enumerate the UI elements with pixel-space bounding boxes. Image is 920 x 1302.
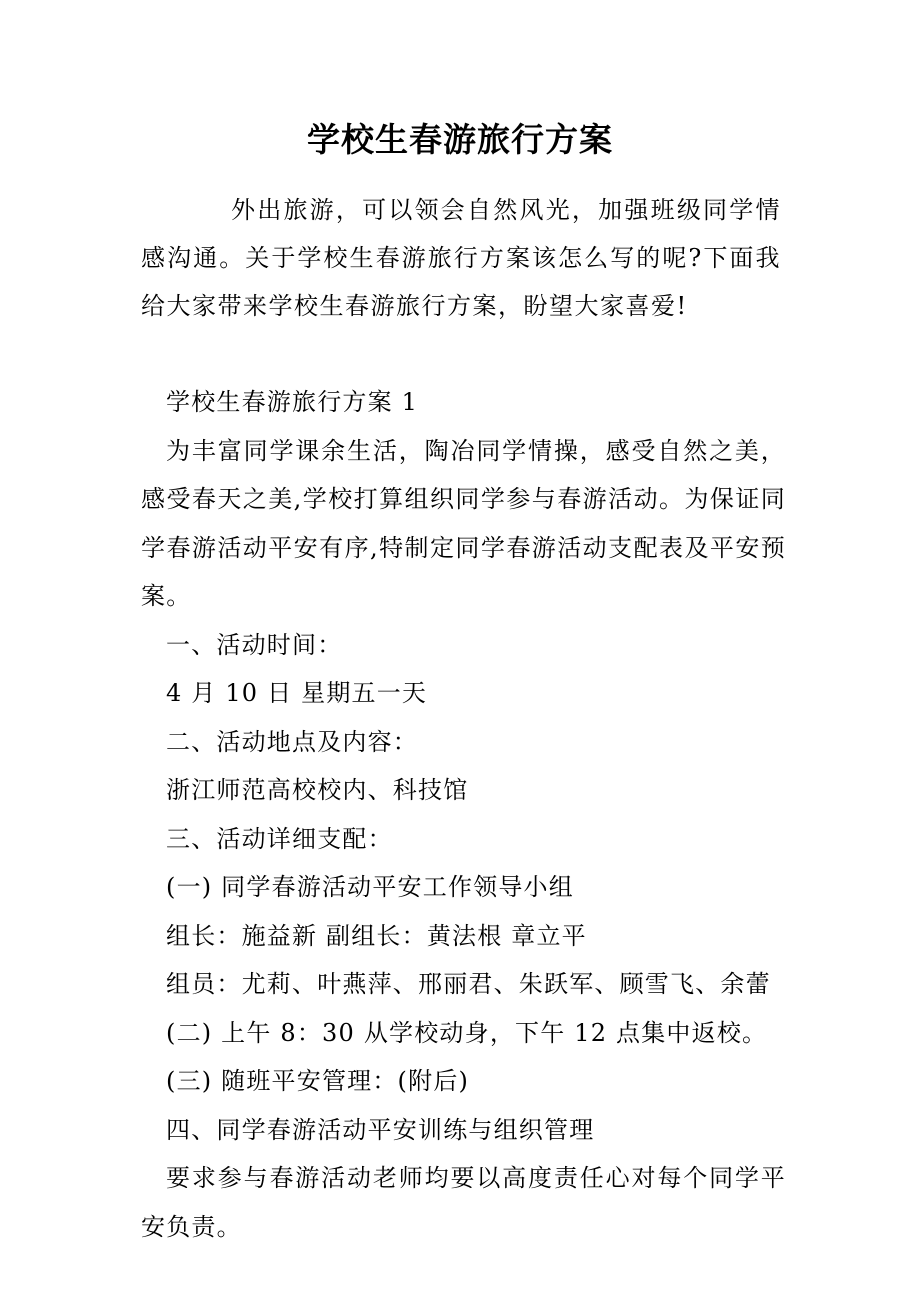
item-2-value: 浙江师范高校校内、科技馆 [166,776,469,804]
intro-paragraph: 外出旅游，可以领会自然风光，加强班级同学情感沟通。关于学校生春游旅行方案该怎么写的呢?下面我给大家带来学校生春游旅行方案，盼望大家喜爱! [141,196,781,320]
sub-item-1: (一) 同学春游活动平安工作领导小组 [166,873,574,901]
members-line: 组员：尤莉、叶燕萍、邢丽君、朱跃军、顾雪飞、余蕾 [166,970,771,998]
sub-item-3: (三) 随班平安管理：(附后) [166,1067,470,1095]
item-1-heading: 一、活动时间： [166,630,343,659]
item-4-heading: 四、同学春游活动平安训练与组织管理 [166,1115,595,1144]
item-3-heading: 三、活动详细支配： [166,824,393,853]
section-heading: 学校生春游旅行方案 1 [166,388,419,416]
item-2-heading: 二、活动地点及内容： [166,727,418,756]
purpose-paragraph: 为丰富同学课余生活，陶冶同学情操，感受自然之美，感受春天之美,学校打算组织同学参与春游活动。为保证同学春游活动平安有序,特制定同学春游活动支配表及平安预案。 [141,436,786,610]
item-1-value: 4 月 10 日 星期五一天 [166,679,428,707]
item-4-paragraph: 要求参与春游活动老师均要以高度责任心对每个同学平安负责。 [141,1164,786,1241]
document-body [141,378,786,1251]
leaders-line: 组长：施益新 副组长：黄法根 章立平 [166,921,587,950]
document-title: 学校生春游旅行方案 [307,120,613,159]
sub-item-2: (二) 上午 8：30 从学校动身，下午 12 点集中返校。 [166,1018,768,1047]
